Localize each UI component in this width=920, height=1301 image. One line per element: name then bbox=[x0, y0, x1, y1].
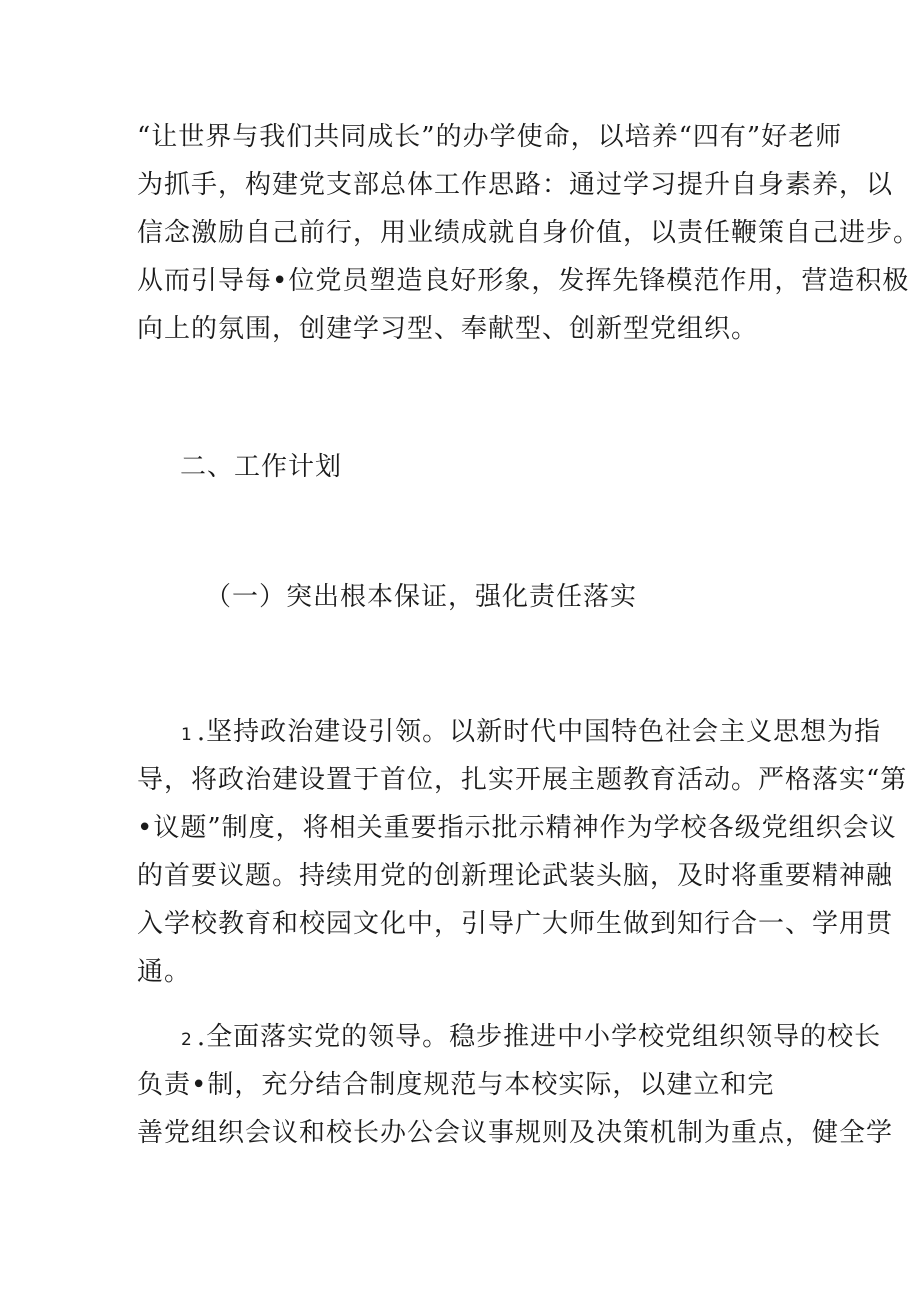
paragraph-line: 导，将政治建设置于首位，扎实开展主题教育活动。严格落实“第 bbox=[137, 765, 908, 795]
paragraph-line: “让世界与我们共同成长”的办学使命，以培养“四有”好老师 bbox=[137, 122, 843, 152]
paragraph-line: 信念激励自己前行，用业绩成就自身价值，以责任鞭策自己进步。 bbox=[137, 218, 920, 248]
paragraph-line: 向上的氛围，创建学习型、奉献型、创新型党组织。 bbox=[137, 314, 759, 344]
subsection-heading: （一）突出根本保证，强化责任落实 bbox=[205, 582, 638, 612]
list-item-number: 2 bbox=[181, 1030, 193, 1050]
paragraph-line: 的首要议题。持续用党的创新理论武装头脑，及时将重要精神融 bbox=[137, 861, 894, 891]
paragraph-line: 为抓手，构建党支部总体工作思路：通过学习提升自身素养，以 bbox=[137, 170, 894, 200]
paragraph-text: .全面落实党的领导。稳步推进中小学校党组织领导的校长 bbox=[196, 1022, 882, 1052]
paragraph-line: 善党组织会议和校长办公会议事规则及决策机制为重点，健全学 bbox=[137, 1118, 894, 1148]
section-heading: 二、工作计划 bbox=[180, 452, 343, 482]
paragraph-text: .坚持政治建设引领。以新时代中国特色社会主义思想为指 bbox=[196, 717, 882, 747]
paragraph-line: •议题”制度，将相关重要指示批示精神作为学校各级党组织会议 bbox=[137, 813, 897, 843]
list-item-1-first-line bbox=[181, 717, 881, 750]
list-item-2-first-line bbox=[181, 1022, 881, 1055]
paragraph-line: 从而引导每•位党员塑造良好形象，发挥先锋模范作用，营造积极 bbox=[137, 266, 910, 296]
paragraph-line: 负责•制，充分结合制度规范与本校实际，以建立和完 bbox=[137, 1070, 775, 1100]
paragraph-line: 入学校教育和校园文化中，引导广大师生做到知行合一、学用贯 bbox=[137, 909, 894, 939]
list-item-number: 1 bbox=[181, 725, 193, 745]
paragraph-line: 通。 bbox=[137, 957, 192, 987]
